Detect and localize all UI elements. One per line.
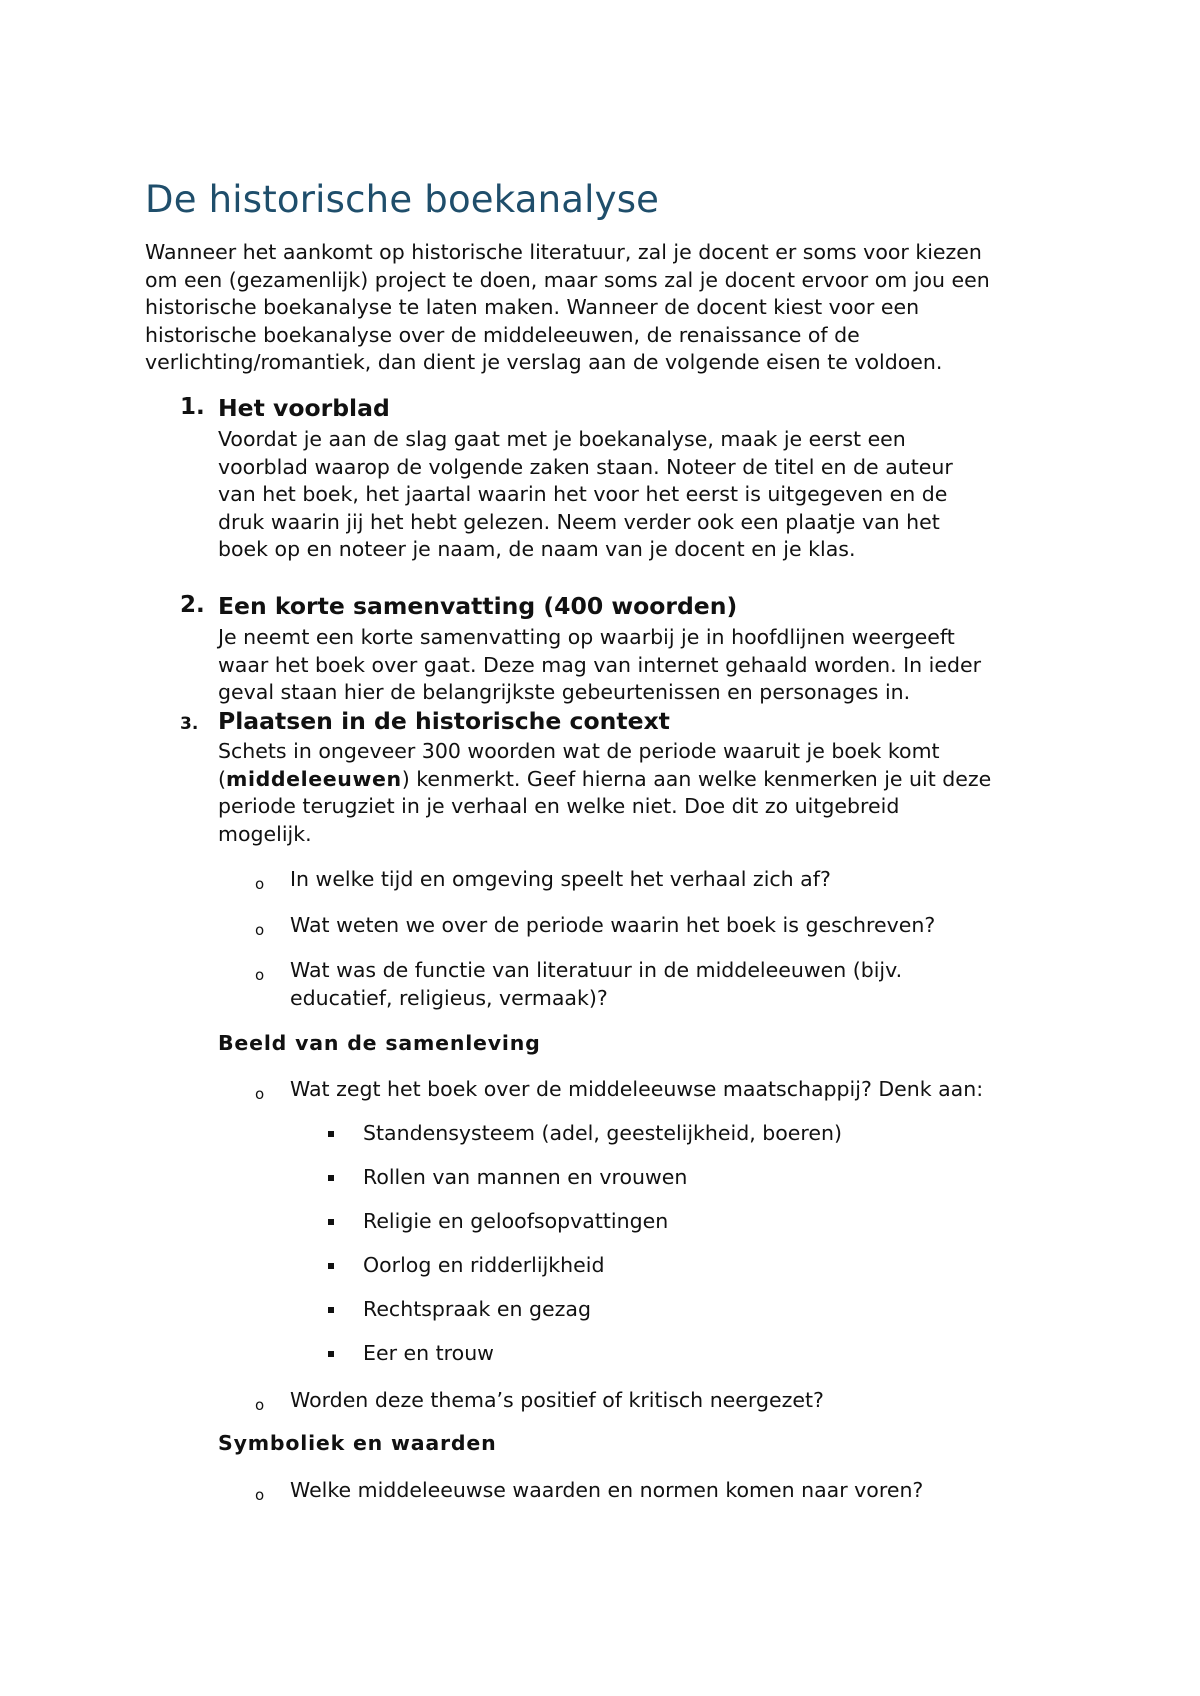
section-line: geval staan hier de belangrijkste gebeurtenissen en personages in.	[218, 680, 911, 705]
section-heading: Plaatsen in de historische context	[218, 707, 670, 735]
intro-line: om een (gezamenlijk) project te doen, maar soms zal je docent ervoor om jou een	[145, 267, 990, 292]
section-heading: Het voorblad	[218, 394, 390, 422]
square-bullet-icon	[328, 1175, 334, 1181]
bullet-icon: o	[255, 1486, 265, 1504]
section-line: Voordat je aan de slag gaat met je boekanalyse, maak je eerst een	[218, 427, 906, 451]
list-item: Wat zegt het boek over de middeleeuwse maatschappij? Denk aan:	[290, 1077, 984, 1101]
section-line: boek op en noteer je naam, de naam van je docent en je klas.	[218, 537, 856, 562]
list-item: Wat weten we over de periode waarin het boek is geschreven?	[290, 913, 936, 937]
sub-list-item: Rollen van mannen en vrouwen	[363, 1165, 688, 1189]
intro-line: historische boekanalyse te laten maken. Wanneer de docent kiest voor een	[145, 295, 920, 320]
section-line: van het boek, het jaartal waarin het voor het eerst is uitgegeven en de	[218, 482, 948, 507]
sub-list-item: Eer en trouw	[363, 1341, 494, 1365]
section-line: waar het boek over gaat. Deze mag van internet gehaald worden. In ieder	[218, 652, 982, 677]
list-item: Worden deze thema’s positief of kritisch neergezet?	[290, 1388, 824, 1412]
section-line	[218, 766, 991, 794]
bullet-icon: o	[255, 921, 265, 939]
emphasis-text: middeleeuwen	[226, 766, 402, 791]
section-body	[218, 426, 953, 564]
section-line: mogelijk.	[218, 821, 312, 846]
section-number: 3.	[180, 714, 199, 734]
intro-line: verlichting/romantiek, dan dient je verslag aan de volgende eisen te voldoen.	[145, 350, 943, 375]
paren-text: (	[218, 766, 226, 791]
section-line: druk waarin jij het hebt gelezen. Neem verder ook een plaatje van het	[218, 509, 940, 534]
section-body	[218, 738, 991, 848]
list-item	[290, 957, 902, 1012]
square-bullet-icon	[328, 1219, 334, 1225]
square-bullet-icon	[328, 1263, 334, 1269]
sub-list-item: Standensysteem (adel, geestelijkheid, boeren)	[363, 1121, 842, 1145]
sub-list-item: Religie en geloofsopvattingen	[363, 1209, 669, 1233]
line-text: ) kenmerkt. Geef hierna aan welke kenmerken je uit deze	[401, 766, 992, 791]
square-bullet-icon	[328, 1131, 334, 1137]
intro-paragraph	[145, 239, 990, 377]
section-heading: Een korte samenvatting (400 woorden)	[218, 592, 738, 620]
bullet-icon: o	[255, 875, 265, 893]
bullet-icon: o	[255, 1085, 265, 1103]
section-line: Schets in ongeveer 300 woorden wat de periode waaruit je boek komt	[218, 739, 940, 763]
bullet-icon: o	[255, 966, 265, 984]
section-line: periode terugziet in je verhaal en welke niet. Doe dit zo uitgebreid	[218, 794, 900, 819]
intro-line: historische boekanalyse over de middeleeuwen, de renaissance of de	[145, 322, 860, 347]
section-line: voorblad waarop de volgende zaken staan. Noteer de titel en de auteur	[218, 454, 953, 479]
list-item-line: educatief, religieus, vermaak)?	[290, 985, 608, 1010]
subheading: Symboliek en waarden	[218, 1431, 497, 1455]
page-title: De historische boekanalyse	[145, 178, 660, 221]
section-number: 1.	[180, 394, 205, 420]
list-item-line: Wat was de functie van literatuur in de middeleeuwen (bijv.	[290, 958, 903, 982]
intro-line: Wanneer het aankomt op historische literatuur, zal je docent er soms voor kiezen	[145, 240, 982, 264]
subheading: Beeld van de samenleving	[218, 1031, 541, 1055]
square-bullet-icon	[328, 1351, 334, 1357]
sub-list-item: Rechtspraak en gezag	[363, 1297, 591, 1321]
bullet-icon: o	[255, 1396, 265, 1414]
list-item: In welke tijd en omgeving speelt het verhaal zich af?	[290, 867, 831, 891]
section-body	[218, 624, 981, 707]
list-item: Welke middeleeuwse waarden en normen komen naar voren?	[290, 1478, 924, 1502]
sub-list-item: Oorlog en ridderlijkheid	[363, 1253, 605, 1277]
section-number: 2.	[180, 592, 205, 618]
square-bullet-icon	[328, 1307, 334, 1313]
section-line: Je neemt een korte samenvatting op waarbij je in hoofdlijnen weergeeft	[218, 625, 955, 649]
